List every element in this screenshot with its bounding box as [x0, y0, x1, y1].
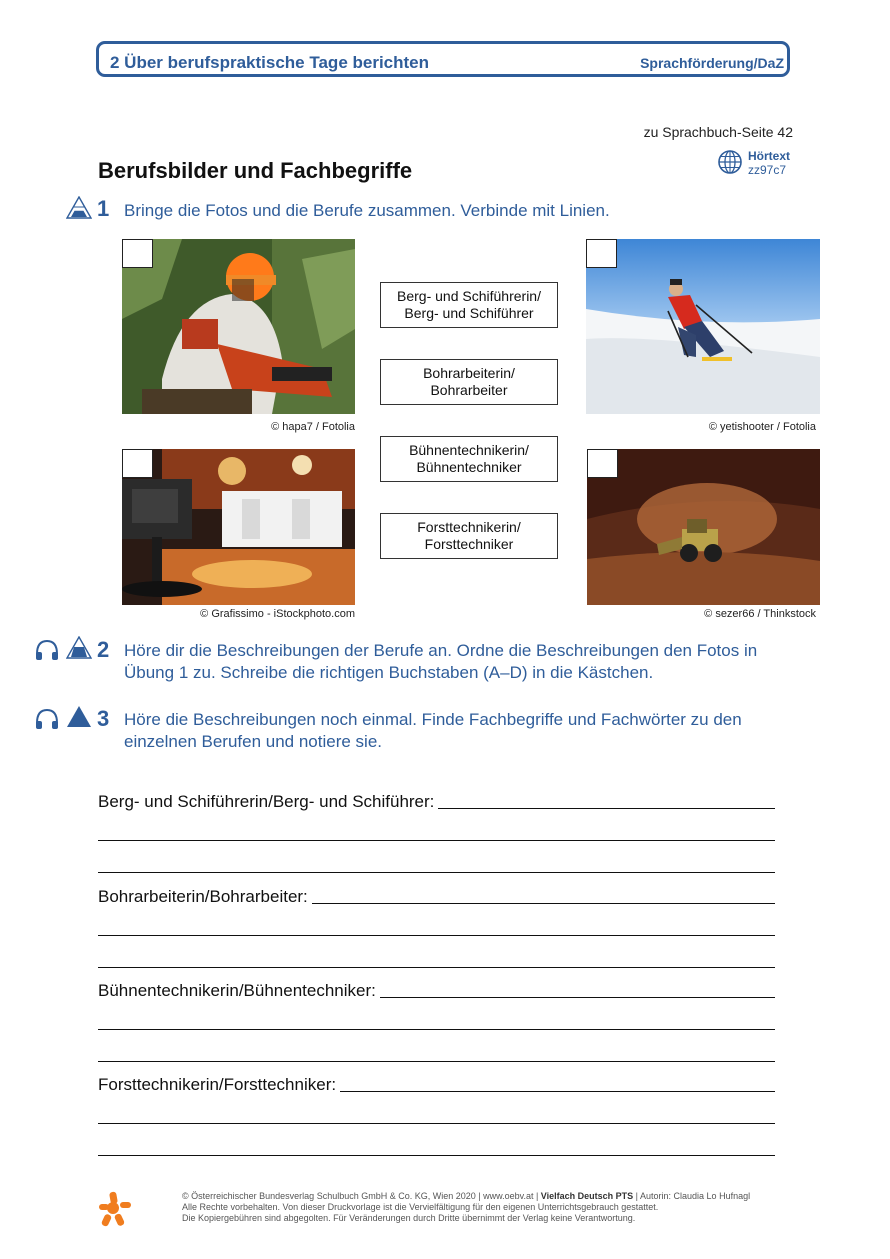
answer-checkbox[interactable] [586, 239, 617, 268]
writing-line[interactable] [98, 1029, 775, 1030]
photo-credit: © hapa7 / Fotolia [271, 421, 355, 433]
photo-credit: © yetishooter / Fotolia [708, 421, 816, 433]
exercise-instruction-line2: Übung 1 zu. Schreibe die richtigen Buchstaben (A–D) in die Kästchen. [124, 663, 654, 682]
photo-stage-camera [122, 449, 355, 605]
writing-line[interactable] [98, 935, 775, 936]
writing-line[interactable] [98, 1061, 775, 1062]
globe-icon[interactable] [717, 149, 743, 175]
hoertext-code: zz97c7 [748, 163, 787, 177]
textbook-reference: zu Sprachbuch-Seite 42 [643, 124, 793, 140]
writing-line[interactable] [98, 1155, 775, 1156]
exercise-number: 2 [97, 637, 110, 662]
page-title: Berufsbilder und Fachbegriffe [98, 158, 413, 183]
publisher-logo-icon [96, 1190, 132, 1228]
photo-credit: © sezer66 / Thinkstock [704, 608, 816, 620]
chapter-title: 2 Über berufspraktische Tage berichten [110, 53, 430, 72]
difficulty-level-icon [66, 705, 92, 729]
writing-label: Bohrarbeiterin/Bohrarbeiter: [98, 887, 312, 907]
footer-copyright: © Österreichischer Bundesverlag Schulbuch GmbH & Co. KG, Wien 2020 | www.oebv.at | Vielfach Deutsch PTS | Autorin: Claudia Lo Hufnagl Alle Rechte vorbehalten. Von dieser Druckvorlage ist die Vervielfältigung für den eigenen Unterrichtsgebrauch gestattet. Die Kopiergebühren sind abgegolten. Für Veränderungen durch Dritte übernimmt der Verlag keine Verantwortung. [182, 1191, 751, 1223]
answer-checkbox[interactable] [122, 449, 153, 478]
photo-forestry-worker [122, 239, 355, 414]
difficulty-level-icon [66, 636, 92, 660]
difficulty-level-icon [66, 196, 92, 220]
answer-checkbox[interactable] [122, 239, 153, 268]
exercise-instruction-line2: einzelnen Berufen und notiere sie. [124, 732, 383, 751]
exercise-number: 1 [97, 196, 110, 221]
writing-label: Berg- und Schiführerin/Berg- und Schiführer: [98, 792, 438, 812]
exercise-instruction: Bringe die Fotos und die Berufe zusammen. Verbinde mit Linien. [124, 201, 610, 220]
headphones-icon [34, 638, 60, 662]
answer-checkbox[interactable] [587, 449, 618, 478]
photo-skier [586, 239, 820, 414]
job-box-drilling-worker[interactable]: Bohrarbeiterin/ Bohrarbeiter [380, 359, 558, 405]
writing-line[interactable] [98, 967, 775, 968]
job-box-forestry-technician[interactable]: Forsttechnikerin/ Forsttechniker [380, 513, 558, 559]
job-box-stage-technician[interactable]: Bühnentechnikerin/ Bühnentechniker [380, 436, 558, 482]
writing-label: Bühnentechnikerin/Bühnentechniker: [98, 981, 380, 1001]
photo-mine-excavator [587, 449, 820, 605]
writing-line[interactable] [98, 872, 775, 873]
photo-credit: © Grafissimo - iStockphoto.com [200, 608, 355, 620]
headphones-icon [34, 707, 60, 731]
hoertext-label[interactable]: Hörtext [748, 149, 791, 163]
writing-label: Forsttechnikerin/Forsttechniker: [98, 1075, 340, 1095]
exercise-instruction-line1: Höre dir die Beschreibungen der Berufe an. Ordne die Beschreibungen den Fotos in [124, 641, 758, 660]
exercise-number: 3 [97, 706, 110, 731]
exercise-instruction-line1: Höre die Beschreibungen noch einmal. Finde Fachbegriffe und Fachwörter zu den [124, 710, 742, 729]
chapter-subtitle: Sprachförderung/DaZ [640, 55, 784, 71]
writing-line[interactable] [98, 840, 775, 841]
job-box-mountain-guide[interactable]: Berg- und Schiführerin/ Berg- und Schiführer [380, 282, 558, 328]
writing-line[interactable] [98, 1123, 775, 1124]
